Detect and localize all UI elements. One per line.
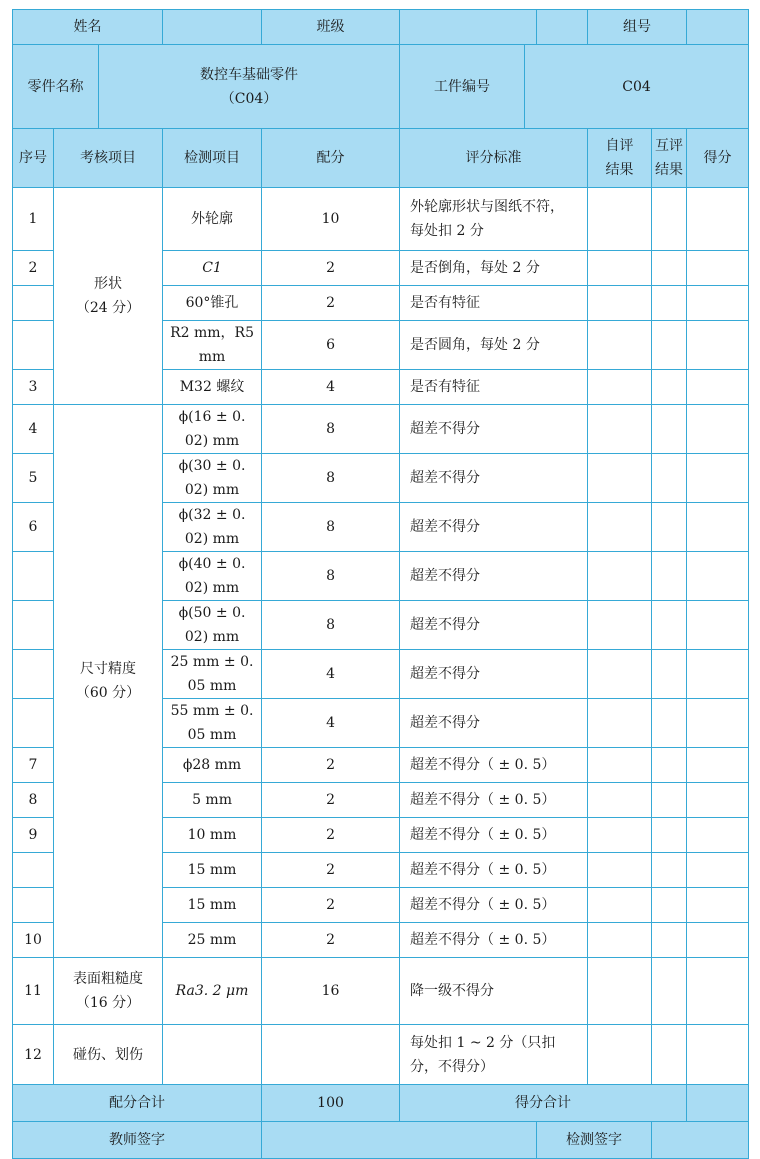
self-eval-cell[interactable] — [588, 958, 652, 1025]
seq-cell: 12 — [13, 1025, 54, 1085]
seq-cell: 1 — [13, 188, 54, 251]
peer-eval-cell[interactable] — [652, 188, 687, 251]
scoring-table — [12, 9, 749, 1159]
criteria-cell: 超差不得分（ ± 0. 5） — [400, 818, 588, 853]
peer-eval-cell[interactable] — [652, 370, 687, 405]
seq-cell: 3 — [13, 370, 54, 405]
peer-eval-cell[interactable] — [652, 1025, 687, 1085]
peer-eval-cell[interactable] — [652, 454, 687, 503]
points-cell: 8 — [262, 454, 400, 503]
column-header-row — [13, 129, 749, 188]
self-eval-cell[interactable] — [588, 503, 652, 552]
peer-eval-cell[interactable] — [652, 923, 687, 958]
group-size: 尺寸精度 （60 分） — [54, 405, 163, 958]
self-eval-cell[interactable] — [588, 748, 652, 783]
total-score-value[interactable] — [687, 1085, 749, 1122]
info-row-1 — [13, 10, 749, 45]
points-cell — [262, 1025, 400, 1085]
self-eval-cell[interactable] — [588, 370, 652, 405]
peer-eval-cell[interactable] — [652, 286, 687, 321]
check-cell: R2 mm，R5 mm — [163, 321, 262, 370]
seq-cell: 5 — [13, 454, 54, 503]
score-cell[interactable] — [687, 552, 749, 601]
score-cell[interactable] — [687, 370, 749, 405]
group-damage: 碰伤、划伤 — [54, 1025, 163, 1085]
score-cell[interactable] — [687, 286, 749, 321]
group-shape: 形状 （24 分） — [54, 188, 163, 405]
check-cell: ϕ(30 ± 0. 02) mm — [163, 454, 262, 503]
criteria-cell: 超差不得分 — [400, 699, 588, 748]
self-eval-cell[interactable] — [588, 251, 652, 286]
criteria-cell: 是否有特征 — [400, 370, 588, 405]
table-row — [13, 188, 749, 251]
peer-eval-cell[interactable] — [652, 601, 687, 650]
peer-eval-cell[interactable] — [652, 552, 687, 601]
points-cell: 4 — [262, 699, 400, 748]
criteria-cell: 超差不得分（ ± 0. 5） — [400, 783, 588, 818]
points-cell: 8 — [262, 552, 400, 601]
self-eval-cell[interactable] — [588, 601, 652, 650]
group-spacer-cell — [537, 10, 588, 45]
criteria-cell: 每处扣 1 ~ 2 分（只扣 分，不得分） — [400, 1025, 588, 1085]
score-cell[interactable] — [687, 503, 749, 552]
points-cell: 2 — [262, 923, 400, 958]
self-eval-cell[interactable] — [588, 650, 652, 699]
peer-eval-cell[interactable] — [652, 748, 687, 783]
score-cell[interactable] — [687, 853, 749, 888]
criteria-cell: 超差不得分（ ± 0. 5） — [400, 923, 588, 958]
score-cell[interactable] — [687, 783, 749, 818]
self-eval-cell[interactable] — [588, 699, 652, 748]
check-cell: C1 — [163, 251, 262, 286]
self-eval-cell[interactable] — [588, 286, 652, 321]
total-score-label: 得分合计 — [400, 1085, 687, 1122]
score-cell[interactable] — [687, 321, 749, 370]
seq-cell — [13, 699, 54, 748]
total-row — [13, 1085, 749, 1122]
points-cell: 10 — [262, 188, 400, 251]
check-cell: M32 螺纹 — [163, 370, 262, 405]
col-seq: 序号 — [13, 129, 54, 188]
teacher-sign-field[interactable] — [262, 1122, 537, 1159]
inspect-sign-label: 检测签字 — [537, 1122, 652, 1159]
seq-cell: 6 — [13, 503, 54, 552]
score-cell[interactable] — [687, 923, 749, 958]
seq-cell — [13, 321, 54, 370]
group-label: 组号 — [588, 10, 687, 45]
seq-cell — [13, 853, 54, 888]
peer-eval-cell[interactable] — [652, 699, 687, 748]
points-cell: 2 — [262, 783, 400, 818]
check-cell: ϕ28 mm — [163, 748, 262, 783]
teacher-sign-label: 教师签字 — [13, 1122, 262, 1159]
criteria-cell: 超差不得分 — [400, 650, 588, 699]
points-cell: 8 — [262, 601, 400, 650]
check-cell: ϕ(40 ± 0. 02) mm — [163, 552, 262, 601]
points-cell: 4 — [262, 370, 400, 405]
table-row — [13, 958, 749, 1025]
criteria-cell: 是否有特征 — [400, 286, 588, 321]
check-cell: 外轮廓 — [163, 188, 262, 251]
part-name-label: 零件名称 — [13, 45, 99, 129]
check-cell: 5 mm — [163, 783, 262, 818]
criteria-cell: 超差不得分（ ± 0. 5） — [400, 748, 588, 783]
check-cell: 25 mm — [163, 923, 262, 958]
peer-eval-cell[interactable] — [652, 503, 687, 552]
table-row — [13, 405, 749, 454]
col-criteria: 评分标准 — [400, 129, 588, 188]
points-cell: 8 — [262, 405, 400, 454]
seq-cell: 4 — [13, 405, 54, 454]
score-cell[interactable] — [687, 818, 749, 853]
seq-cell: 10 — [13, 923, 54, 958]
col-points: 配分 — [262, 129, 400, 188]
check-cell: 15 mm — [163, 888, 262, 923]
peer-eval-cell[interactable] — [652, 818, 687, 853]
self-eval-cell[interactable] — [588, 188, 652, 251]
score-cell[interactable] — [687, 405, 749, 454]
criteria-cell: 超差不得分 — [400, 601, 588, 650]
score-cell[interactable] — [687, 888, 749, 923]
self-eval-cell[interactable] — [588, 888, 652, 923]
points-cell: 2 — [262, 748, 400, 783]
seq-cell — [13, 601, 54, 650]
check-cell: 10 mm — [163, 818, 262, 853]
work-no-value: C04 — [525, 45, 749, 129]
col-peer: 互评 结果 — [652, 129, 687, 188]
peer-eval-cell[interactable] — [652, 958, 687, 1025]
name-label: 姓名 — [13, 10, 163, 45]
self-eval-cell[interactable] — [588, 853, 652, 888]
seq-cell: 2 — [13, 251, 54, 286]
total-points-label: 配分合计 — [13, 1085, 262, 1122]
group-roughness: 表面粗糙度 （16 分） — [54, 958, 163, 1025]
points-cell: 2 — [262, 818, 400, 853]
peer-eval-cell[interactable] — [652, 888, 687, 923]
criteria-cell: 是否倒角，每处 2 分 — [400, 251, 588, 286]
points-cell: 2 — [262, 251, 400, 286]
peer-eval-cell[interactable] — [652, 650, 687, 699]
col-score: 得分 — [687, 129, 749, 188]
score-cell[interactable] — [687, 958, 749, 1025]
points-cell: 16 — [262, 958, 400, 1025]
score-cell[interactable] — [687, 650, 749, 699]
class-label: 班级 — [262, 10, 400, 45]
check-cell: 25 mm ± 0. 05 mm — [163, 650, 262, 699]
peer-eval-cell[interactable] — [652, 405, 687, 454]
criteria-cell: 超差不得分 — [400, 405, 588, 454]
seq-cell: 7 — [13, 748, 54, 783]
signature-row — [13, 1122, 749, 1159]
group-value-cell[interactable] — [687, 10, 749, 45]
check-cell: ϕ(16 ± 0. 02) mm — [163, 405, 262, 454]
self-eval-cell[interactable] — [588, 783, 652, 818]
self-eval-cell[interactable] — [588, 321, 652, 370]
criteria-cell: 超差不得分 — [400, 454, 588, 503]
part-name-value: 数控车基础零件 （C04） — [99, 45, 400, 129]
inspect-sign-field[interactable] — [652, 1122, 749, 1159]
check-cell — [163, 1025, 262, 1085]
score-cell[interactable] — [687, 601, 749, 650]
score-cell[interactable] — [687, 188, 749, 251]
criteria-cell: 超差不得分 — [400, 552, 588, 601]
col-self: 自评 结果 — [588, 129, 652, 188]
points-cell: 6 — [262, 321, 400, 370]
check-cell: 60°锥孔 — [163, 286, 262, 321]
peer-eval-cell[interactable] — [652, 251, 687, 286]
points-cell: 4 — [262, 650, 400, 699]
info-row-2 — [13, 45, 749, 129]
check-cell: 55 mm ± 0. 05 mm — [163, 699, 262, 748]
score-cell[interactable] — [687, 699, 749, 748]
seq-cell — [13, 552, 54, 601]
criteria-cell: 是否圆角，每处 2 分 — [400, 321, 588, 370]
points-cell: 8 — [262, 503, 400, 552]
points-cell: 2 — [262, 286, 400, 321]
self-eval-cell[interactable] — [588, 552, 652, 601]
total-points-value: 100 — [262, 1085, 400, 1122]
criteria-cell: 降一级不得分 — [400, 958, 588, 1025]
criteria-cell: 外轮廓形状与图纸不符， 每处扣 2 分 — [400, 188, 588, 251]
criteria-cell: 超差不得分 — [400, 503, 588, 552]
score-cell[interactable] — [687, 251, 749, 286]
seq-cell: 11 — [13, 958, 54, 1025]
points-cell: 2 — [262, 888, 400, 923]
criteria-cell: 超差不得分（ ± 0. 5） — [400, 888, 588, 923]
col-check: 检测项目 — [163, 129, 262, 188]
peer-eval-cell[interactable] — [652, 853, 687, 888]
self-eval-cell[interactable] — [588, 405, 652, 454]
check-cell: ϕ(32 ± 0. 02) mm — [163, 503, 262, 552]
check-cell: Ra3. 2 μm — [163, 958, 262, 1025]
seq-cell — [13, 286, 54, 321]
work-no-label: 工件编号 — [400, 45, 525, 129]
peer-eval-cell[interactable] — [652, 783, 687, 818]
name-value-cell[interactable] — [163, 10, 262, 45]
col-item: 考核项目 — [54, 129, 163, 188]
check-cell: ϕ(50 ± 0. 02) mm — [163, 601, 262, 650]
score-cell[interactable] — [687, 748, 749, 783]
seq-cell — [13, 650, 54, 699]
points-cell: 2 — [262, 853, 400, 888]
score-cell[interactable] — [687, 454, 749, 503]
score-cell[interactable] — [687, 1025, 749, 1085]
class-value-cell[interactable] — [400, 10, 537, 45]
self-eval-cell[interactable] — [588, 923, 652, 958]
seq-cell: 9 — [13, 818, 54, 853]
peer-eval-cell[interactable] — [652, 321, 687, 370]
criteria-cell: 超差不得分（ ± 0. 5） — [400, 853, 588, 888]
self-eval-cell[interactable] — [588, 1025, 652, 1085]
self-eval-cell[interactable] — [588, 454, 652, 503]
table-row — [13, 1025, 749, 1085]
check-cell: 15 mm — [163, 853, 262, 888]
self-eval-cell[interactable] — [588, 818, 652, 853]
seq-cell: 8 — [13, 783, 54, 818]
seq-cell — [13, 888, 54, 923]
